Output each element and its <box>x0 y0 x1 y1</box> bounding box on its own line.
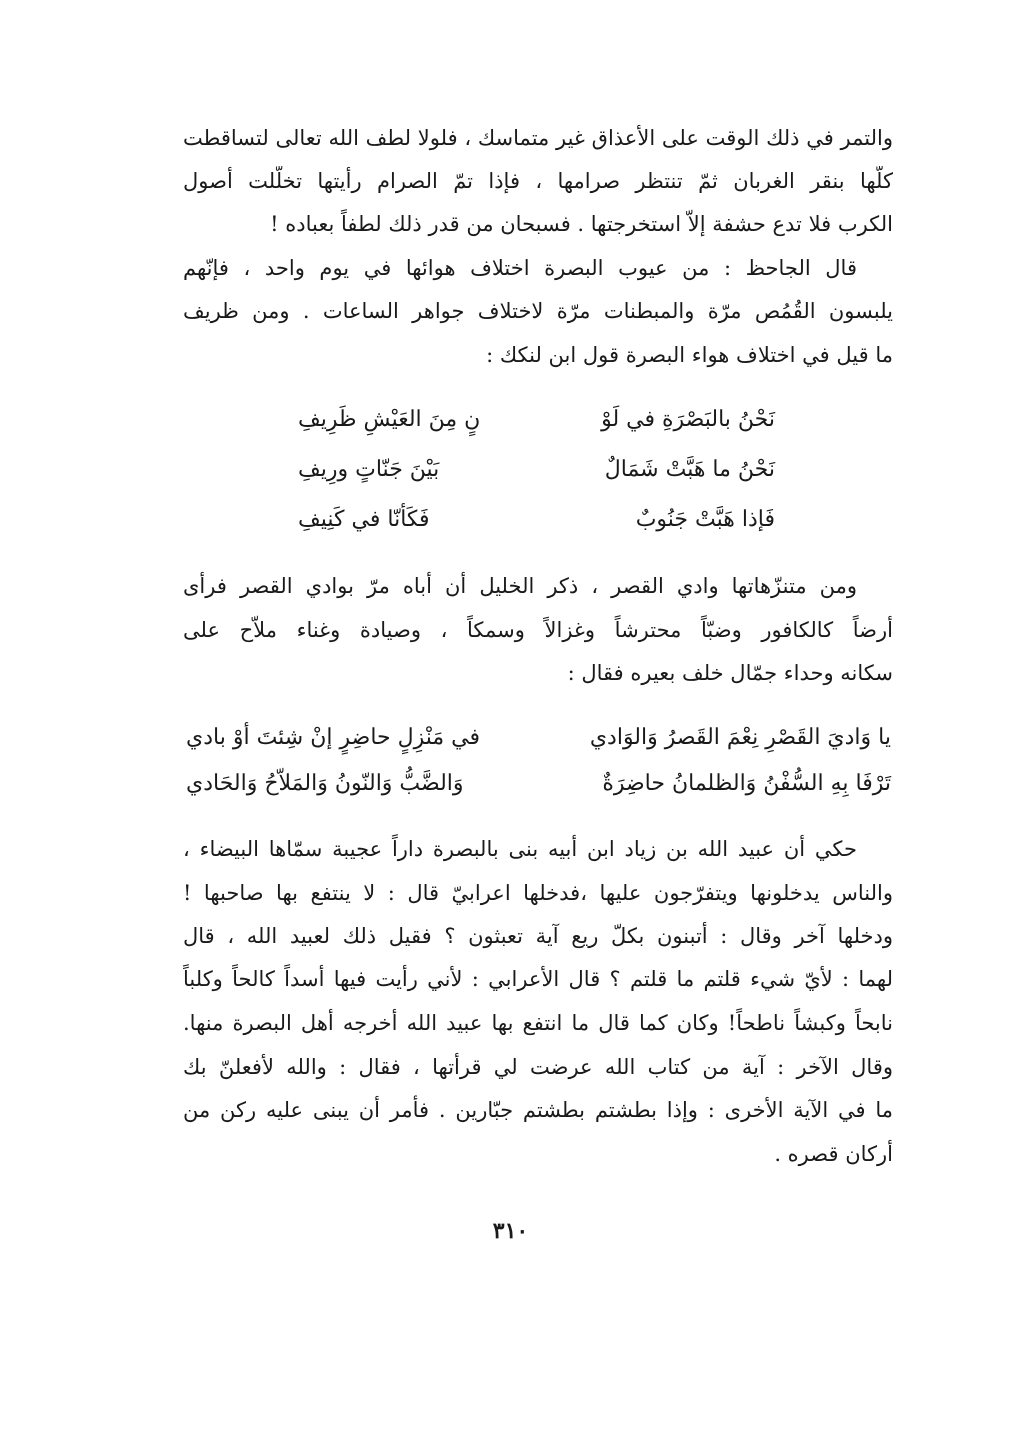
paragraph-line: ما قيل في اختلاف هواء البصرة قول ابن لنكك : <box>486 343 893 367</box>
paragraph-line: والناس يدخلونها ويتفرّجون عليها ،فدخلها اعرابيّ قال : لا ينتفع بها صاحبها ! <box>183 881 893 905</box>
paragraph-line: لهما : لأيّ شيء قلتم ما قلتم ؟ قال الأعرابي : لأني رأيت فيها أسداً كالحاً وكلباً <box>183 967 893 991</box>
poem-hemistich: فَإذا هَبَّتْ جَنُوبٌ <box>635 507 775 532</box>
paragraph-line: والتمر في ذلك الوقت على الأعذاق غير متماسك ، فلولا لطف الله تعالى لتساقطت <box>183 126 893 150</box>
poem-hemistich: في مَنْزِلٍ حاضِرٍ إنْ شِئتَ أوْ بادي <box>186 725 481 750</box>
paragraph-line: وقال الآخر : آية من كتاب الله عرضت لي قرأتها ، فقال : والله لأفعلنّ بك <box>183 1055 893 1079</box>
poem-hemistich: فَكَأنّا في كَنِيفِ <box>298 507 430 532</box>
poem-hemistich: بَيْنَ جَنّاتٍ ورِيفِ <box>298 457 440 482</box>
poem-hemistich: نٍ مِنَ العَيْشِ ظَرِيفِ <box>298 407 481 432</box>
poem-hemistich: تَرْفَا بِهِ السُّفْنُ وَالظلمانُ حاضِرَةٌ <box>602 771 891 796</box>
page-number: ٣١٠ <box>492 1218 529 1244</box>
paragraph-line: سكانه وحداء جمّال خلف بعيره فقال : <box>567 661 893 685</box>
paragraph-line: أرضاً كالكافور وضبّاً محترشاً وغزالاً وسمكاً ، وصيادة وغناء ملاّح على <box>183 618 893 642</box>
paragraph-line: ومن متنزّهاتها وادي القصر ، ذكر الخليل أن أباه مرّ بوادي القصر فرأى <box>183 574 857 598</box>
paragraph-line: ما في الآية الأخرى : وإذا بطشتم بطشتم جبّارين . فأمر أن يبنى عليه ركن من <box>183 1098 893 1122</box>
poem-hemistich: نَحْنُ ما هَبَّتْ شَمَالٌ <box>604 457 775 482</box>
paragraph-line: الكرب فلا تدع حشفة إلاّ استخرجتها . فسبحان من قدر ذلك لطفاً بعباده ! <box>270 212 893 236</box>
paragraph-line: حكي أن عبيد الله بن زياد ابن أبيه بنى بالبصرة داراً عجيبة سمّاها البيضاء ، <box>183 837 857 861</box>
paragraph-line: كلّها بنقر الغربان ثمّ تنتظر صرامها ، فإذا تمّ الصرام رأيتها تخلّلت أصول <box>183 169 893 193</box>
poem-hemistich: وَالضَّبُّ وَالنّونُ وَالمَلاّحُ وَالحَادي <box>186 771 464 796</box>
paragraph-line: يلبسون القُمُص مرّة والمبطنات مرّة لاختلاف جواهر الساعات . ومن ظريف <box>183 299 893 323</box>
paragraph-line: أركان قصره . <box>774 1142 893 1166</box>
paragraph-line: قال الجاحظ : من عيوب البصرة اختلاف هوائها في يوم واحد ، فإنّهم <box>183 256 857 280</box>
poem-hemistich: نَحْنُ بالبَصْرَةِ في لَوْ <box>601 407 775 432</box>
poem-hemistich: يا وَاديَ القَصْرِ نِعْمَ القَصرُ وَالوَادي <box>589 725 891 750</box>
paragraph-line: نابحاً وكبشاً ناطحاً! وكان كما قال ما انتفع بها عبيد الله أخرجه أهل البصرة منها. <box>183 1011 893 1035</box>
paragraph-line: ودخلها آخر وقال : أتبنون بكلّ ريع آية تعبثون ؟ فقيل ذلك لعبيد الله ، قال <box>183 924 893 948</box>
